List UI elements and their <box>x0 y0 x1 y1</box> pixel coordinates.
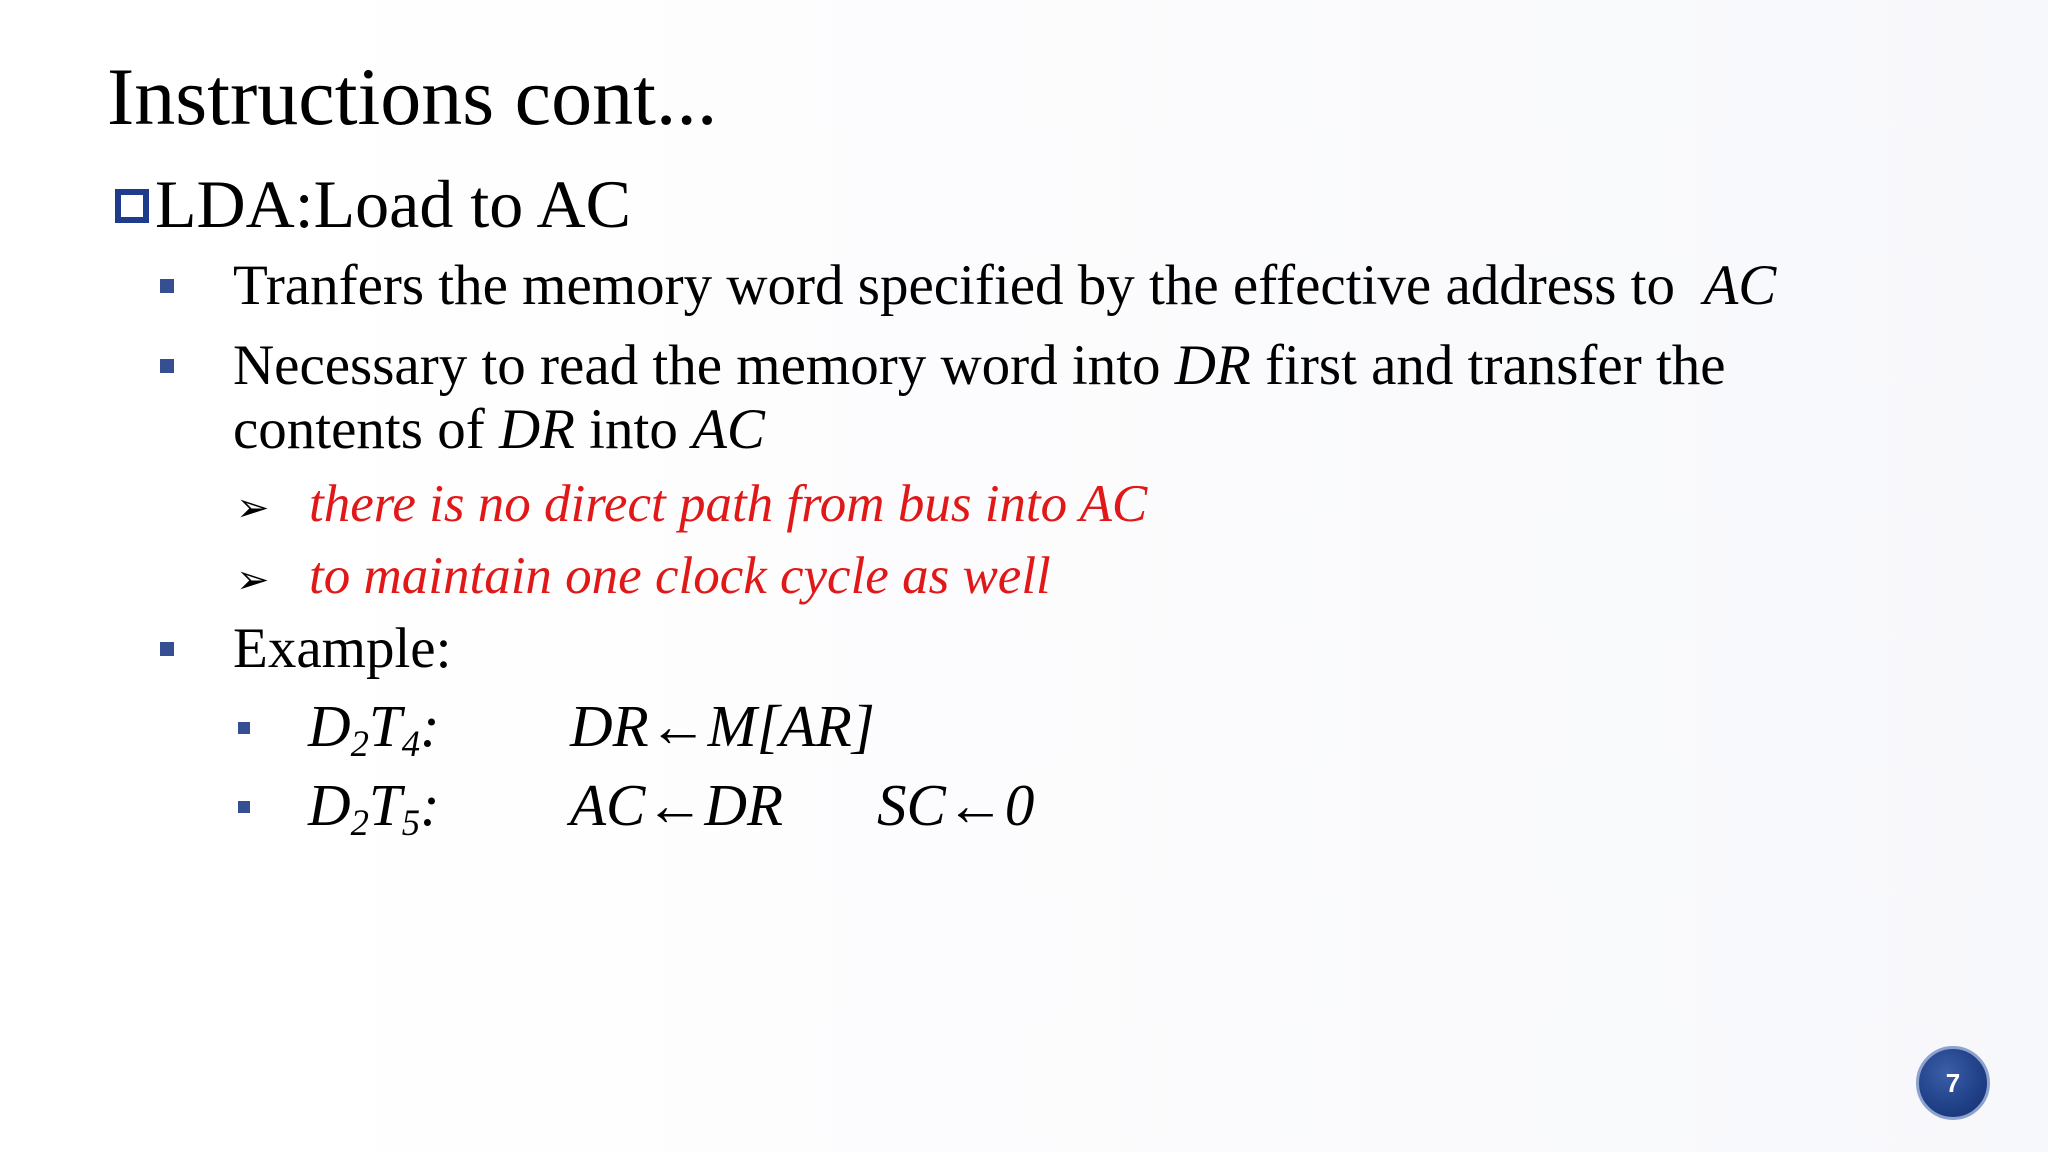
bullet-text: Tranfers the memory word specified by the effective address to <box>233 254 1675 317</box>
example-op-ac-load: AC←DR <box>570 772 784 838</box>
bullet-example: Example: <box>233 617 452 680</box>
bullet-text: first and transfer the <box>1265 334 1726 397</box>
heading-text: LDA:Load to AC <box>155 166 631 242</box>
square-bullet-icon <box>238 801 250 813</box>
bullet-necessary-line2 <box>233 398 765 461</box>
example-symbol: D <box>308 772 351 838</box>
bullet-text: into <box>589 398 678 461</box>
bullet-term: AC <box>1703 254 1777 317</box>
bullet-term: AC <box>692 398 765 461</box>
square-bullet-icon <box>160 279 174 293</box>
example-subscript: 2 <box>350 723 369 765</box>
example-symbol: T <box>368 772 402 838</box>
sub-bullet-no-path: there is no direct path from bus into AC <box>309 475 1148 533</box>
example-colon: : <box>420 772 440 838</box>
bullet-term: DR <box>498 398 575 461</box>
example-subscript: 5 <box>401 802 421 844</box>
bullet-text: Necessary to read the memory word into <box>233 334 1161 397</box>
bullet-term: DR <box>1174 334 1251 397</box>
sub-bullet-clock-cycle: to maintain one clock cycle as well <box>309 547 1051 605</box>
bullet-necessary-line1 <box>233 334 1726 397</box>
example-symbol: T <box>368 693 402 759</box>
example-subscript: 4 <box>401 723 421 765</box>
bullet-text: contents of <box>233 398 485 461</box>
arrow-bullet-icon: ➢ <box>236 485 270 531</box>
example-subscript: 2 <box>350 802 369 844</box>
hollow-square-bullet-icon <box>115 189 149 223</box>
square-bullet-icon <box>238 722 250 734</box>
bullet-transfer <box>233 254 1777 317</box>
heading-lda <box>115 166 631 242</box>
square-bullet-icon <box>160 642 174 656</box>
page-number-badge: 7 <box>1916 1046 1990 1120</box>
example-op-sc-clear: SC←0 <box>877 772 1035 838</box>
example-colon: : <box>420 693 440 759</box>
example-label-d2t4 <box>308 693 440 765</box>
example-symbol: D <box>308 693 351 759</box>
arrow-bullet-icon: ➢ <box>236 557 270 603</box>
example-op-dr-load: DR←M[AR] <box>570 693 875 759</box>
slide-title: Instructions cont... <box>107 51 718 142</box>
square-bullet-icon <box>160 359 174 373</box>
example-label-d2t5 <box>308 772 440 844</box>
